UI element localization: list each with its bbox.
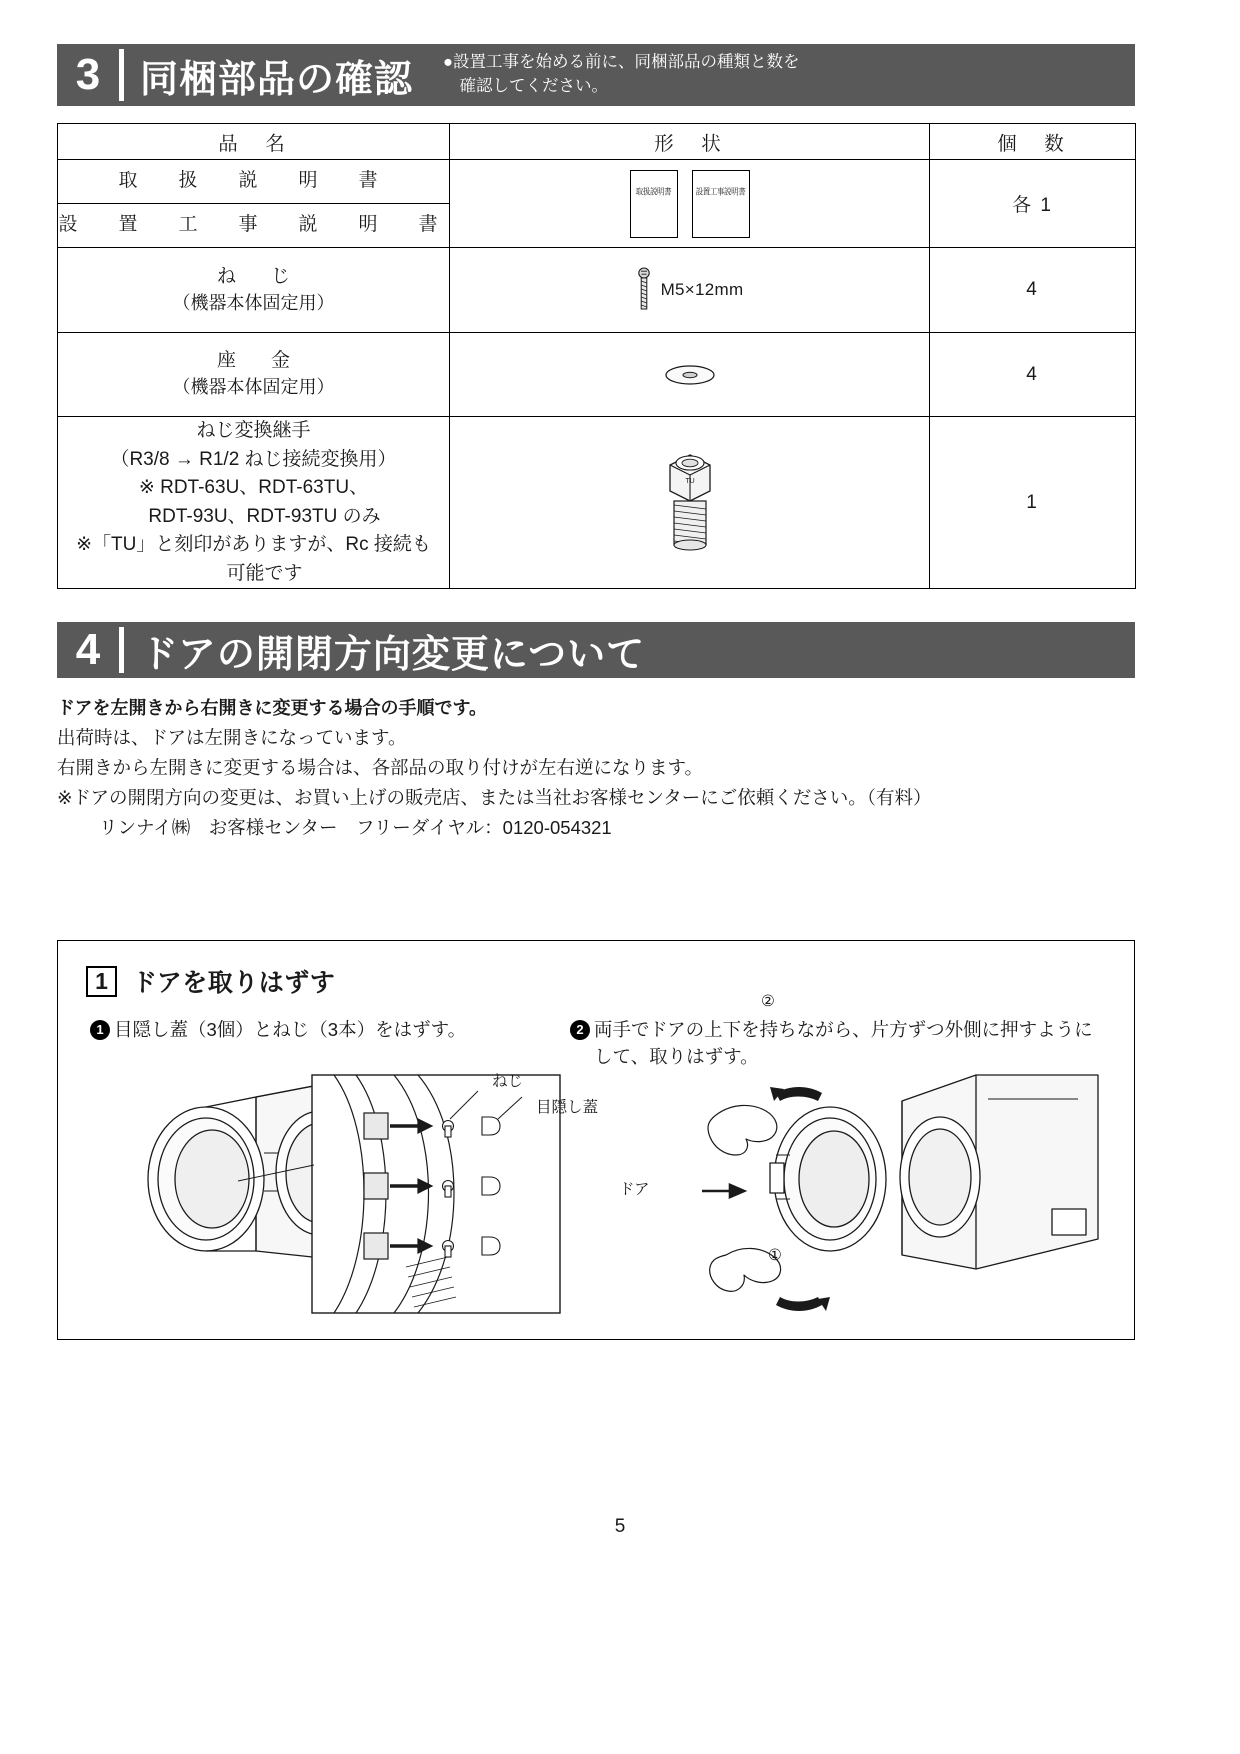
step-bullet-2-line-1: 両手でドアの上下を持ちながら、片方ずつ外側に押す [594,1019,1038,1040]
step-bullet-1 [90,1017,560,1044]
figure-label-screw: ねじ [492,1073,524,1090]
parts-table [57,123,1136,589]
header-shape: 形 状 [450,124,930,160]
part-shape-screw-label: M5×12mm [660,280,744,299]
section-note-line1: ●設置工事を始める前に、同梱部品の種類と数を [443,53,800,72]
step-number-badge: 1 [86,966,117,997]
part-qty-manuals: 各 1 [930,160,1136,248]
table-row [58,333,1136,417]
step-title: ドアを取りはずす [132,969,336,997]
header-name: 品 名 [58,124,450,160]
figure-callout-2: ② [761,993,775,1010]
step-1-heading [86,963,335,999]
table-row [58,417,1136,589]
section-title-4: ドアの開閉方向変更について [140,633,646,676]
illustration-remove-door-right [658,1059,1118,1329]
illustration-remove-door-left [88,1061,598,1326]
adapter-line-1: ねじ変換継手 [196,420,311,441]
step-bullet-1-text: 目隠し蓋（3個）とねじ（3本）をはずす。 [114,1019,467,1040]
page-number: 5 [614,1516,626,1537]
figure-label-door: ドア [619,1181,650,1198]
section-title-3: 同梱部品の確認 [140,58,414,101]
part-name-manual-1: 取 扱 説 明 書 [58,160,450,204]
detail-inset [312,1075,560,1313]
step-bullet-2-line-2: ようにして、取りはずす。 [594,1019,1093,1067]
section-note-3 [427,44,1135,106]
door-lead-text: ドアを左開きから右開きに変更する場合の手順です。 [57,698,488,718]
adapter-line-6: 可能です [226,562,303,584]
booklet-icon-installation [692,170,750,238]
header-qty: 個 数 [930,124,1136,160]
part-qty-screw: 4 [930,248,1136,333]
adapter-line-2: （R3/8 → R1/2 ねじ接続変換用） [110,448,397,470]
part-name-washer [58,333,450,417]
adapter-line-3: ※ RDT-63U、RDT-63TU、 [138,477,369,498]
door-text-line-3: 右開きから左開きに変更する場合は、各部品の取り付けが左右逆になります。 [57,757,704,779]
adapter-line-4: RDT-93U、RDT-93TU のみ [148,505,381,527]
part-shape-screw [450,248,930,333]
booklet-label-operation: 取扱説明書 [635,185,672,197]
part-name-screw [58,248,450,333]
table-row [58,160,1136,204]
thread-adapter-icon [659,451,721,555]
section-banner-4 [57,622,1135,678]
screw-icon [636,267,652,313]
section-number-3: 3 [57,44,119,106]
part-name-manual-2: 設 置 工 事 説 明 書 [58,204,450,248]
table-header-row [58,124,1136,160]
part-qty-adapter: 1 [930,417,1136,589]
door-contact-line: リンナイ㈱ お客様センター フリーダイヤル：0120-054321 [99,817,612,839]
part-name-washer-main: 座 金 [216,350,298,372]
door-instructions-block [57,694,1137,843]
part-name-screw-main: ね じ [216,265,298,287]
step-1-box [57,940,1135,1340]
part-qty-washer: 4 [930,333,1136,417]
part-name-screw-sub: （機器本体固定用） [172,292,335,313]
figure-label-cover: 目隠し蓋 [536,1099,599,1116]
door-text-line-2: 出荷時は、ドアは左開きになっています。 [57,727,407,749]
section-note-line2: 確認してください。 [443,77,609,95]
bullet-number-2-icon: 2 [570,1020,590,1040]
part-shape-adapter [450,417,930,589]
booklet-label-installation: 設置工事説明書 [695,185,746,197]
section-banner-3 [57,44,1135,106]
washer-icon [664,363,716,387]
door-text-line-4: ※ドアの開閉方向の変更は、お買い上げの販売店、または当社お客様センターにご依頼ください。（有料） [57,787,932,809]
bullet-number-1-icon: 1 [90,1020,110,1040]
svg-text:TU: TU [684,477,695,485]
part-shape-washer [450,333,930,417]
part-name-adapter [58,417,450,589]
part-name-washer-sub: （機器本体固定用） [172,377,335,398]
adapter-line-5: ※「TU」と刻印がありますが、Rc 接続も [76,534,431,555]
part-shape-manuals [450,160,930,248]
booklet-icon-operation [630,170,678,238]
table-row [58,248,1136,333]
section-number-4: 4 [57,622,119,678]
figure-callout-1: ① [768,1247,782,1264]
